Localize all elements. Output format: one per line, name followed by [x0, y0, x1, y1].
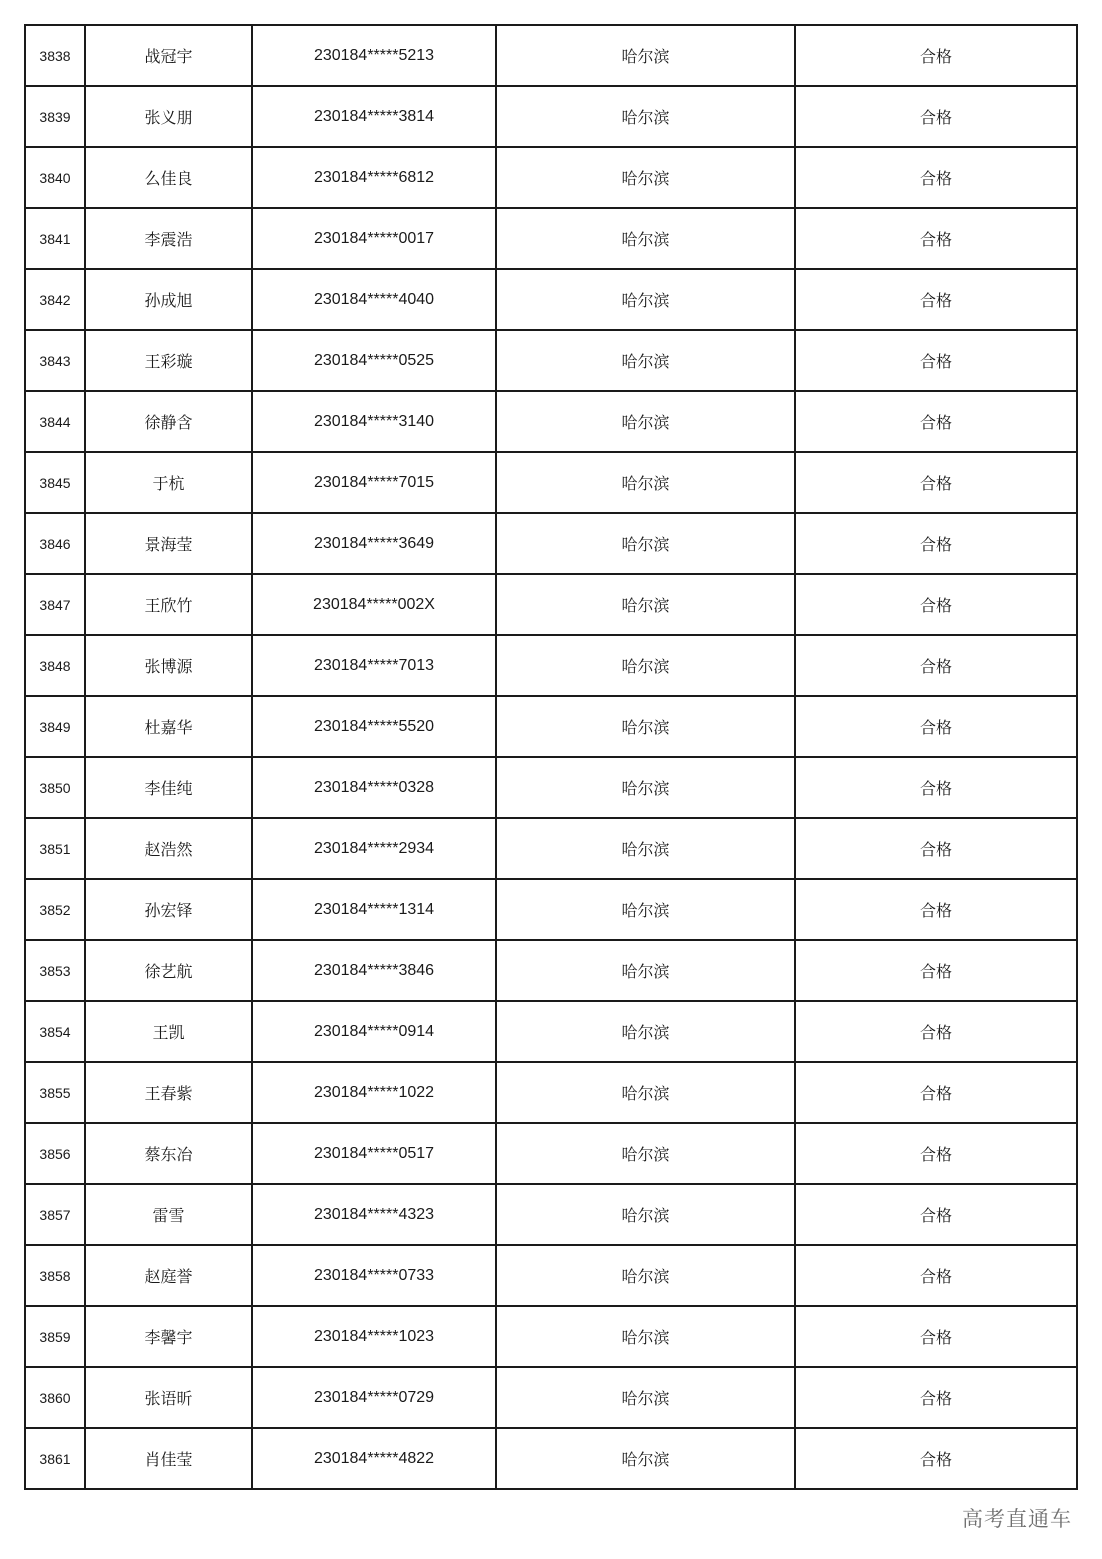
result: 合格 — [795, 1367, 1077, 1428]
table-row — [25, 391, 1077, 452]
id-number: 230184*****0328 — [252, 757, 496, 818]
candidate-name: 王凯 — [85, 1001, 252, 1062]
table-row — [25, 1062, 1077, 1123]
city: 哈尔滨 — [496, 696, 795, 757]
table-row — [25, 25, 1077, 86]
row-number: 3853 — [25, 940, 85, 1001]
id-number: 230184*****4040 — [252, 269, 496, 330]
table-row — [25, 635, 1077, 696]
city: 哈尔滨 — [496, 1062, 795, 1123]
city: 哈尔滨 — [496, 757, 795, 818]
row-number: 3846 — [25, 513, 85, 574]
candidate-name: 张语昕 — [85, 1367, 252, 1428]
id-number: 230184*****2934 — [252, 818, 496, 879]
table-row — [25, 879, 1077, 940]
id-number: 230184*****0525 — [252, 330, 496, 391]
table-row — [25, 574, 1077, 635]
id-number: 230184*****5520 — [252, 696, 496, 757]
result: 合格 — [795, 879, 1077, 940]
candidate-name: 张博源 — [85, 635, 252, 696]
candidate-name: 王春紫 — [85, 1062, 252, 1123]
result: 合格 — [795, 330, 1077, 391]
candidate-name: 孙宏铎 — [85, 879, 252, 940]
row-number: 3857 — [25, 1184, 85, 1245]
result: 合格 — [795, 25, 1077, 86]
row-number: 3854 — [25, 1001, 85, 1062]
result: 合格 — [795, 208, 1077, 269]
row-number: 3839 — [25, 86, 85, 147]
id-number: 230184*****7015 — [252, 452, 496, 513]
table-row — [25, 1367, 1077, 1428]
table-row — [25, 940, 1077, 1001]
id-number: 230184*****002X — [252, 574, 496, 635]
id-number: 230184*****0729 — [252, 1367, 496, 1428]
id-number: 230184*****4323 — [252, 1184, 496, 1245]
id-number: 230184*****3846 — [252, 940, 496, 1001]
city: 哈尔滨 — [496, 208, 795, 269]
result: 合格 — [795, 86, 1077, 147]
result: 合格 — [795, 818, 1077, 879]
id-number: 230184*****0914 — [252, 1001, 496, 1062]
id-number: 230184*****0733 — [252, 1245, 496, 1306]
candidate-name: 王彩璇 — [85, 330, 252, 391]
candidate-name: 蔡东冶 — [85, 1123, 252, 1184]
city: 哈尔滨 — [496, 25, 795, 86]
row-number: 3848 — [25, 635, 85, 696]
city: 哈尔滨 — [496, 635, 795, 696]
candidate-name: 徐静含 — [85, 391, 252, 452]
city: 哈尔滨 — [496, 1367, 795, 1428]
city: 哈尔滨 — [496, 1306, 795, 1367]
id-number: 230184*****5213 — [252, 25, 496, 86]
result: 合格 — [795, 1062, 1077, 1123]
result: 合格 — [795, 1245, 1077, 1306]
id-number: 230184*****6812 — [252, 147, 496, 208]
candidate-name: 张义朋 — [85, 86, 252, 147]
result: 合格 — [795, 940, 1077, 1001]
city: 哈尔滨 — [496, 1123, 795, 1184]
row-number: 3838 — [25, 25, 85, 86]
id-number: 230184*****3140 — [252, 391, 496, 452]
city: 哈尔滨 — [496, 1428, 795, 1489]
row-number: 3856 — [25, 1123, 85, 1184]
row-number: 3840 — [25, 147, 85, 208]
candidate-name: 李馨宇 — [85, 1306, 252, 1367]
candidate-name: 赵浩然 — [85, 818, 252, 879]
table-row — [25, 1428, 1077, 1489]
row-number: 3855 — [25, 1062, 85, 1123]
city: 哈尔滨 — [496, 1001, 795, 1062]
candidate-name: 王欣竹 — [85, 574, 252, 635]
result: 合格 — [795, 1001, 1077, 1062]
candidate-name: 孙成旭 — [85, 269, 252, 330]
row-number: 3858 — [25, 1245, 85, 1306]
table-row — [25, 696, 1077, 757]
city: 哈尔滨 — [496, 818, 795, 879]
id-number: 230184*****0517 — [252, 1123, 496, 1184]
result: 合格 — [795, 696, 1077, 757]
candidate-name: 李佳纯 — [85, 757, 252, 818]
candidate-name: 杜嘉华 — [85, 696, 252, 757]
result: 合格 — [795, 452, 1077, 513]
row-number: 3844 — [25, 391, 85, 452]
candidate-name: 景海莹 — [85, 513, 252, 574]
result: 合格 — [795, 147, 1077, 208]
candidate-name: 于杭 — [85, 452, 252, 513]
candidate-name: 战冠宇 — [85, 25, 252, 86]
id-number: 230184*****1023 — [252, 1306, 496, 1367]
table-row — [25, 1123, 1077, 1184]
result: 合格 — [795, 1428, 1077, 1489]
candidate-name: 么佳良 — [85, 147, 252, 208]
row-number: 3845 — [25, 452, 85, 513]
results-table-body — [25, 25, 1077, 1489]
candidate-name: 李震浩 — [85, 208, 252, 269]
result: 合格 — [795, 574, 1077, 635]
id-number: 230184*****3814 — [252, 86, 496, 147]
row-number: 3851 — [25, 818, 85, 879]
row-number: 3850 — [25, 757, 85, 818]
result: 合格 — [795, 1306, 1077, 1367]
table-row — [25, 147, 1077, 208]
city: 哈尔滨 — [496, 513, 795, 574]
candidate-name: 徐艺航 — [85, 940, 252, 1001]
id-number: 230184*****1314 — [252, 879, 496, 940]
city: 哈尔滨 — [496, 86, 795, 147]
result: 合格 — [795, 635, 1077, 696]
city: 哈尔滨 — [496, 452, 795, 513]
table-row — [25, 1184, 1077, 1245]
result: 合格 — [795, 1123, 1077, 1184]
row-number: 3852 — [25, 879, 85, 940]
results-table — [24, 24, 1078, 1490]
candidate-name: 雷雪 — [85, 1184, 252, 1245]
table-row — [25, 269, 1077, 330]
table-row — [25, 818, 1077, 879]
result: 合格 — [795, 757, 1077, 818]
table-row — [25, 513, 1077, 574]
row-number: 3843 — [25, 330, 85, 391]
row-number: 3842 — [25, 269, 85, 330]
table-row — [25, 452, 1077, 513]
table-row — [25, 330, 1077, 391]
row-number: 3860 — [25, 1367, 85, 1428]
id-number: 230184*****0017 — [252, 208, 496, 269]
row-number: 3861 — [25, 1428, 85, 1489]
id-number: 230184*****3649 — [252, 513, 496, 574]
city: 哈尔滨 — [496, 147, 795, 208]
city: 哈尔滨 — [496, 269, 795, 330]
table-row — [25, 208, 1077, 269]
table-row — [25, 1001, 1077, 1062]
city: 哈尔滨 — [496, 940, 795, 1001]
candidate-name: 肖佳莹 — [85, 1428, 252, 1489]
city: 哈尔滨 — [496, 1245, 795, 1306]
id-number: 230184*****4822 — [252, 1428, 496, 1489]
table-row — [25, 757, 1077, 818]
city: 哈尔滨 — [496, 574, 795, 635]
table-row — [25, 86, 1077, 147]
city: 哈尔滨 — [496, 1184, 795, 1245]
result: 合格 — [795, 513, 1077, 574]
row-number: 3847 — [25, 574, 85, 635]
id-number: 230184*****7013 — [252, 635, 496, 696]
id-number: 230184*****1022 — [252, 1062, 496, 1123]
row-number: 3849 — [25, 696, 85, 757]
row-number: 3841 — [25, 208, 85, 269]
result: 合格 — [795, 1184, 1077, 1245]
city: 哈尔滨 — [496, 391, 795, 452]
result: 合格 — [795, 391, 1077, 452]
city: 哈尔滨 — [496, 330, 795, 391]
table-row — [25, 1245, 1077, 1306]
candidate-name: 赵庭誉 — [85, 1245, 252, 1306]
table-row — [25, 1306, 1077, 1367]
watermark: 高考直通车 — [960, 1503, 1074, 1533]
row-number: 3859 — [25, 1306, 85, 1367]
city: 哈尔滨 — [496, 879, 795, 940]
result: 合格 — [795, 269, 1077, 330]
